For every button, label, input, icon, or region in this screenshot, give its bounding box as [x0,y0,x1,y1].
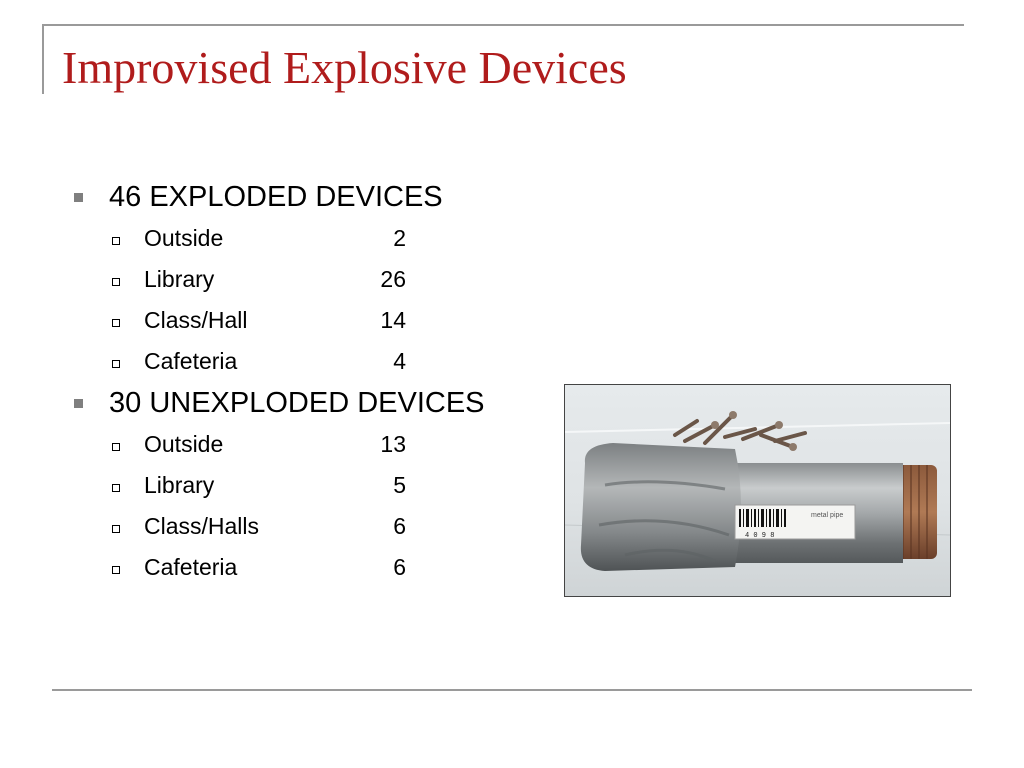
exploded-devices-group [72,176,572,382]
list-item [72,465,572,506]
hollow-square-bullet-icon [112,278,120,286]
location-label: Cafeteria [144,554,238,580]
square-bullet-icon [74,193,83,202]
shelf-glint-line [565,423,950,432]
taped-end-cap [581,443,741,571]
location-label: Cafeteria [144,348,238,374]
barcode-number: 4 0 9 8 [745,532,775,540]
location-count: 14 [380,307,406,333]
list-item [72,547,572,588]
square-bullet-icon [74,399,83,408]
hollow-square-bullet-icon [112,237,120,245]
location-count: 13 [380,431,406,457]
slide-title: Improvised Explosive Devices [62,42,627,93]
barcode-icon [739,509,786,527]
pipe-bomb-illustration [565,385,950,596]
hollow-square-bullet-icon [112,525,120,533]
frame-bottom-line [52,689,972,691]
list-item [72,259,572,300]
location-count: 26 [380,266,406,292]
location-count: 6 [393,554,406,580]
hollow-square-bullet-icon [112,443,120,451]
exploded-devices-list [72,218,572,382]
location-label: Outside [144,225,224,251]
list-item [72,218,572,259]
location-count: 4 [393,348,406,374]
list-item [72,424,572,465]
location-label: Class/Halls [144,513,260,539]
hollow-square-bullet-icon [112,566,120,574]
list-item [72,341,572,382]
list-item [72,506,572,547]
location-label: Class/Hall [144,307,248,333]
location-label: Outside [144,431,224,457]
unexploded-devices-group [72,382,572,588]
hollow-square-bullet-icon [112,484,120,492]
tag-text: metal pipe [811,512,844,519]
hollow-square-bullet-icon [112,319,120,327]
pipe-bomb-photo [564,384,951,597]
location-count: 6 [393,513,406,539]
unexploded-devices-list [72,424,572,588]
unexploded-devices-heading: 30 UNEXPLODED DEVICES [109,386,485,419]
exploded-devices-heading-row [72,176,572,218]
hollow-square-bullet-icon [112,360,120,368]
slide-body [72,176,572,588]
frame-top-line [42,24,964,26]
location-count: 2 [393,225,406,251]
location-label: Library [144,266,215,292]
frame-left-line [42,24,44,94]
location-label: Library [144,472,215,498]
exploded-devices-heading: 46 EXPLODED DEVICES [109,180,443,213]
location-count: 5 [393,472,406,498]
nails-cluster [675,415,805,447]
unexploded-devices-heading-row [72,382,572,424]
list-item [72,300,572,341]
